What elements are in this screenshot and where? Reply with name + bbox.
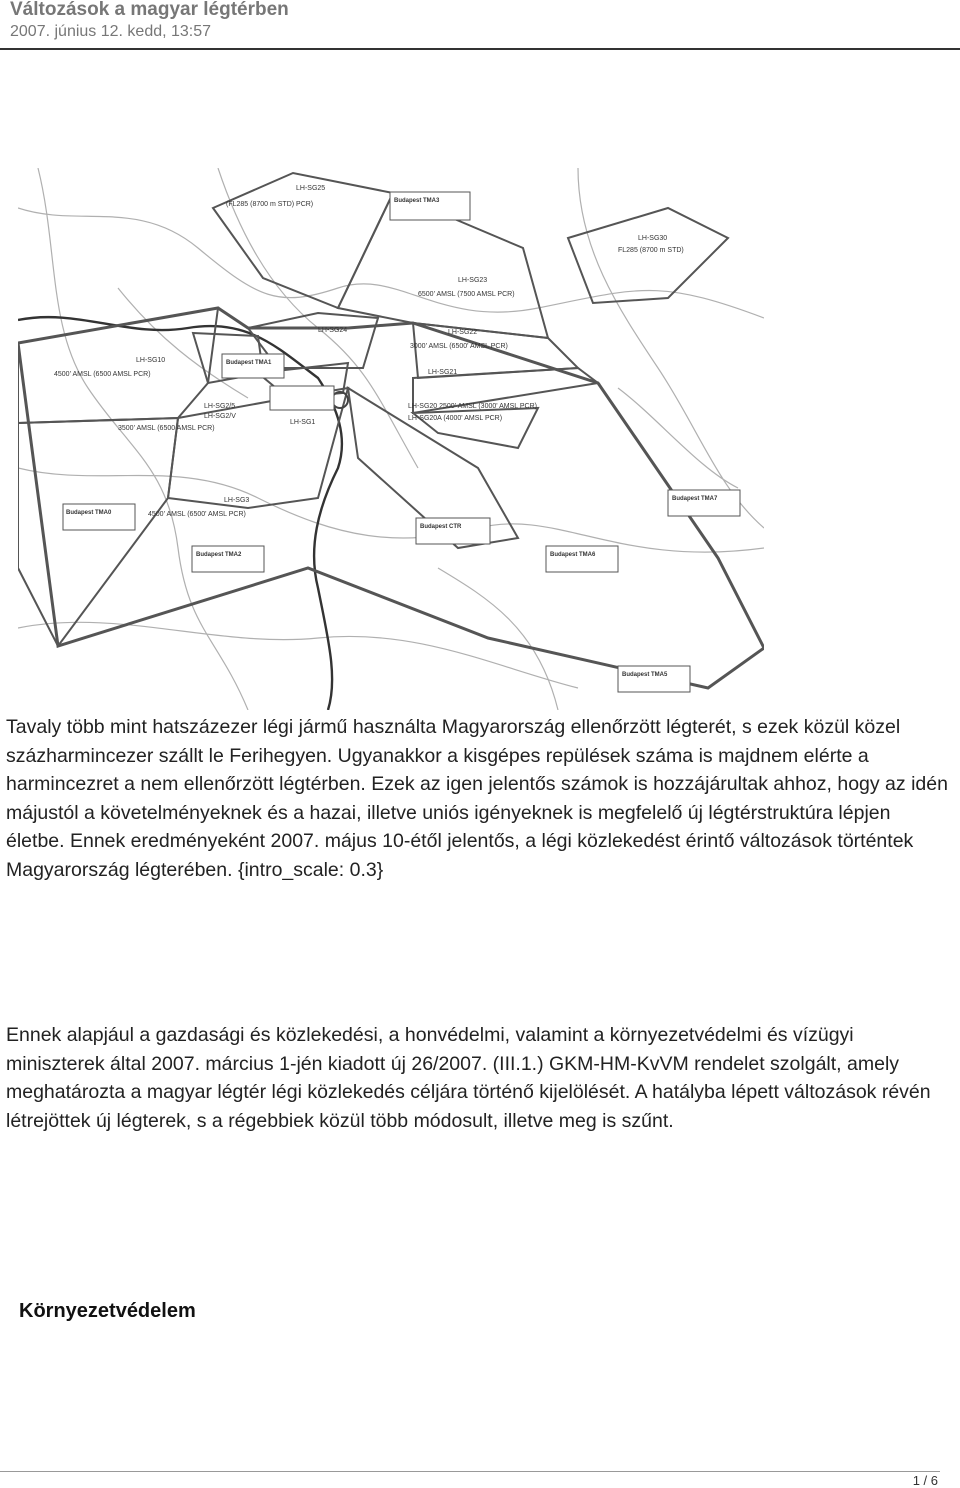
- regulation-paragraph: Ennek alapjául a gazdasági és közlekedési, a honvédelmi, valamint a környezetvédelmi és vízügyi miniszterek által 2007. március 1-jén kiadott új 26/2007. (III.1.) GKM-HM-KvVM rendelet szolgált, amely meghatározta a magyar légtér légi közlekedés céljára történő kijelölését. A hatályba lépett változások révén létrejöttek új légterek, s a régebbiek közül több módosult, illetve meg is szűnt.: [6, 1024, 931, 1132]
- map-label: 6500' AMSL (7500 AMSL PCR): [418, 291, 515, 298]
- airspace-map: [18, 168, 764, 710]
- section-heading: Környezetvédelem: [19, 1300, 196, 1322]
- footer-divider: [0, 1471, 940, 1472]
- intro-paragraph: Tavaly több mint hatszázezer légi jármű használta Magyarország ellenőrzött légterét, s ezek közül közel százharmincezer szállt le Ferihegyen. Ugyanakkor a kisgépes repülések száma is majdnem elérte a harmincezret a nem ellenőrzött légtérben. Ezek az igen jelentős számok is hozzájárultak ahhoz, hogy az idén májustól a követelményeknek és a hazai, illetve uniós igényeknek is megfelelő új légtérstruktúra lépjen életbe. Ennek eredményeként 2007. május 10-étől jelentős, a légi közlekedést érintő változások történtek Magyarország légterében. {intro_scale: 0.3}: [6, 716, 948, 881]
- airspace-map-figure: [18, 168, 764, 710]
- document-header: [0, 0, 960, 52]
- map-label: LH-SG23: [458, 277, 488, 284]
- map-label: Budapest TMA7: [672, 496, 718, 502]
- map-label: 3500' AMSL (6500 AMSL PCR): [118, 425, 215, 432]
- map-label: LH-SG24: [318, 327, 348, 334]
- map-label: (FL285 (8700 m STD) PCR): [226, 201, 314, 208]
- map-label: LH-SG22: [448, 329, 478, 336]
- map-label: LH-SG20 2500' AMSL (3000' AMSL PCR): [408, 403, 537, 410]
- map-label: FL285 (8700 m STD): [618, 247, 684, 254]
- map-label: Budapest TMA0: [66, 510, 112, 516]
- map-label: Budapest TMA1: [226, 360, 272, 366]
- map-label: LH-SG1: [290, 419, 316, 426]
- map-label: LH-SG10: [136, 357, 166, 364]
- map-label: LH-SG25: [296, 185, 326, 192]
- map-label: Budapest TMA6: [550, 552, 596, 558]
- header-divider: [0, 48, 960, 50]
- map-label: Budapest TMA2: [196, 552, 242, 558]
- map-label: LH-SG3: [224, 497, 250, 504]
- document-date: 2007. június 12. kedd, 13:57: [10, 23, 212, 40]
- map-label: LH-SG2/5: [204, 403, 236, 410]
- map-label: 3000' AMSL (6500' AMSL PCR): [410, 343, 508, 350]
- page-number: 1 / 6: [912, 1473, 938, 1488]
- map-label: 4500' AMSL (6500 AMSL PCR): [54, 371, 151, 378]
- map-label: LH-SG21: [428, 369, 458, 376]
- document-title: Változások a magyar légtérben: [10, 0, 289, 20]
- map-label: Budapest TMA3: [394, 198, 440, 204]
- map-label: Budapest TMA5: [622, 672, 668, 678]
- map-label: LH-SG20A (4000' AMSL PCR): [408, 415, 503, 422]
- map-label: Budapest CTR: [420, 524, 462, 530]
- map-label: 4500' AMSL (6500' AMSL PCR): [148, 511, 246, 518]
- map-label: LH-SG2/V: [204, 413, 236, 420]
- map-label: LH-SG30: [638, 235, 668, 242]
